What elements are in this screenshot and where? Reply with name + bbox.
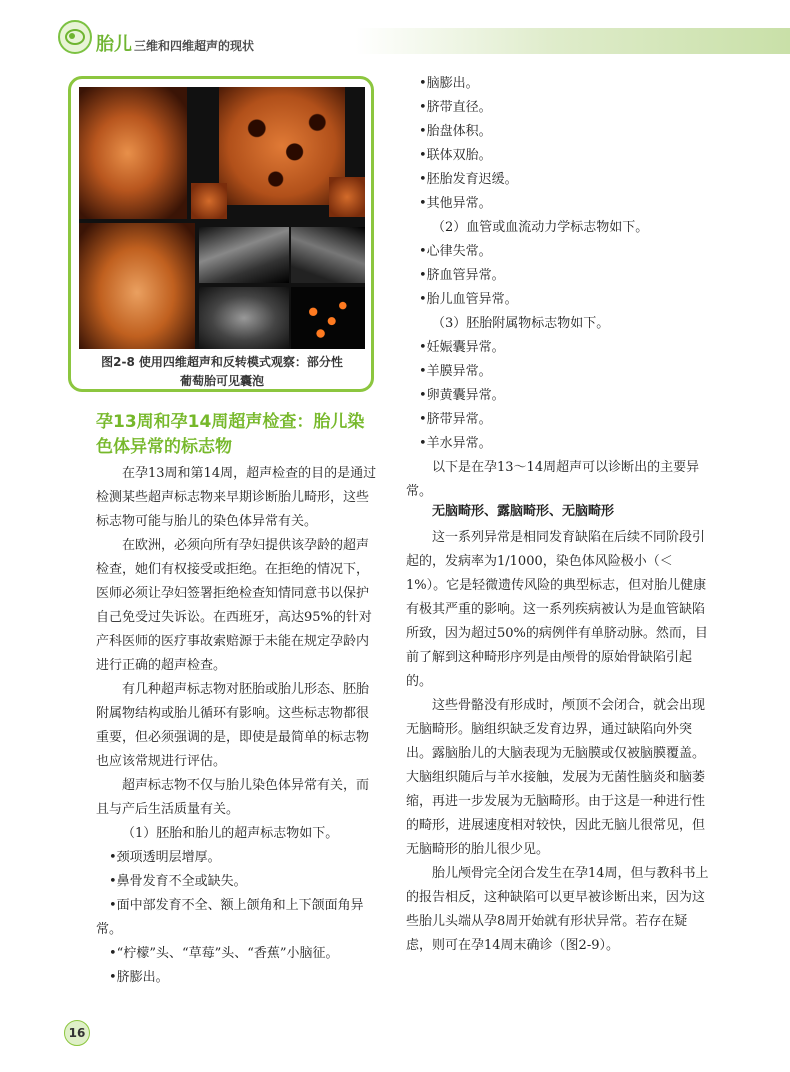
paragraph: 这些骨骼没有形成时，颅顶不会闭合，就会出现无脑畸形。脑组织缺乏发育边界，通过缺陷向外突出。露脑胎儿的大脑表现为无脑膜或仅被脑膜覆盖。大脑组织随后与羊水接触，发展为无菌性脑炎和脑萎缩，再进一步发展为无脑畸形。由于这是一种进行性的畸形，进展速度相对较快，因此无脑儿很常见，但无脑畸形的胎儿很少见。 xyxy=(406,698,706,857)
grayscale-ultrasound-panel-2 xyxy=(291,227,365,283)
bullet-item: •鼻骨发育不全或缺失。 xyxy=(109,874,247,889)
bullet-item: •脑膨出。 xyxy=(419,76,479,91)
fetus-logo-icon xyxy=(58,20,92,54)
paragraph: 以下是在孕13～14周超声可以诊断出的主要异常。 xyxy=(406,460,700,499)
running-header xyxy=(96,30,254,56)
paragraph: 超声标志物不仅与胎儿染色体异常有关，而且与产后生活质量有关。 xyxy=(96,778,370,817)
caption-line-1: 使用四维超声和反转模式观察：部分性 xyxy=(138,355,343,369)
bullet-item: •卵黄囊异常。 xyxy=(419,388,505,403)
fetus-3d-panel-bottom xyxy=(79,223,195,349)
grayscale-ultrasound-panel-1 xyxy=(199,227,289,283)
bullet-item: •羊水异常。 xyxy=(419,436,492,451)
bullet-item: •“柠檬”头、“草莓”头、“香蕉”小脑征。 xyxy=(109,946,339,961)
vesicle-panel-large xyxy=(219,87,345,205)
paragraph: 有几种超声标志物对胚胎或胎儿形态、胚胎附属物结构或胎儿循环有影响。这些标志物都很重要，但必须强调的是，即使是最简单的标志物也应该常规进行评估。 xyxy=(96,682,370,769)
vesicle-panel-small-right xyxy=(329,177,365,217)
paragraph: 这一系列异常是相同发育缺陷在后续不同阶段引起的，发病率为1/1000，染色体风险极小（＜1%）。它是轻微遗传风险的典型标志，但对胎儿健康有极其严重的影响。这一系列疾病被认为是血管缺陷所致，因为超过50%的病例伴有单脐动脉。然而，目前了解到这种畸形序列是由颅骨的原始骨缺陷引起的。 xyxy=(406,530,708,689)
figure-caption xyxy=(77,353,367,391)
grayscale-ultrasound-panel-3 xyxy=(199,287,289,349)
bullet-item: •胚胎发育迟缓。 xyxy=(419,172,518,187)
fetus-3d-panel-top xyxy=(79,87,187,219)
subsection-title: 无脑畸形、露脑畸形、无脑畸形 xyxy=(432,504,615,519)
bullet-item: •脐膨出。 xyxy=(109,970,169,985)
paragraph: 胎儿颅骨完全闭合发生在孕14周，但与教科书上的报告相反，这种缺陷可以更早被诊断出来，因为这些胎儿头端从孕8周开始就有形状异常。若存在疑虑，则可在孕14周末确诊（图2-9）。 xyxy=(406,866,709,953)
bullet-item: •胎儿血管异常。 xyxy=(419,292,518,307)
paragraph: （3）胚胎附属物标志物如下。 xyxy=(432,316,610,331)
ultrasound-composite-image xyxy=(79,87,365,349)
figure-label: 图2-8 xyxy=(101,355,135,369)
paragraph: （1）胚胎和胎儿的超声标志物如下。 xyxy=(122,826,339,841)
bullet-item: •心律失常。 xyxy=(419,244,492,259)
page-number: 16 xyxy=(64,1020,90,1046)
paragraph: （2）血管或血流动力学标志物如下。 xyxy=(432,220,649,235)
header-title: 胎儿 xyxy=(96,34,132,55)
bullet-item: •联体双胎。 xyxy=(419,148,492,163)
caption-line-2: 葡萄胎可见囊泡 xyxy=(179,374,264,388)
paragraph: 在欧洲，必须向所有孕妇提供该孕龄的超声检查，她们有权接受或拒绝。在拒绝的情况下，医师必须让孕妇签署拒绝检查知情同意书以保护自己免受过失诉讼。在西班牙，高达95%的针对产科医师的医疗事故索赔源于未能在规定孕龄内进行正确的超声检查。 xyxy=(96,538,372,673)
bullet-item: •妊娠囊异常。 xyxy=(419,340,505,355)
left-column xyxy=(96,462,378,990)
bullet-item: •胎盘体积。 xyxy=(419,124,492,139)
bullet-item: •脐血管异常。 xyxy=(419,268,505,283)
inverted-mode-panel xyxy=(291,287,365,349)
right-column-bottom xyxy=(406,526,712,958)
section-title: 孕13周和孕14周超声检查：胎儿染色体异常的标志物 xyxy=(96,412,365,457)
bullet-item: •脐带直径。 xyxy=(419,100,492,115)
bullet-item: •颈项透明层增厚。 xyxy=(109,850,221,865)
bullet-item: •脐带异常。 xyxy=(419,412,492,427)
figure-2-8 xyxy=(68,76,374,392)
vesicle-panel-small-left xyxy=(191,183,227,219)
bullet-item: •其他异常。 xyxy=(419,196,492,211)
header-subtitle: 三维和四维超声的现状 xyxy=(134,39,255,53)
bullet-item: •羊膜异常。 xyxy=(419,364,492,379)
paragraph: 在孕13周和第14周，超声检查的目的是通过检测某些超声标志物来早期诊断胎儿畸形，这些标志物可能与胎儿的染色体异常有关。 xyxy=(96,466,377,529)
right-column-top xyxy=(406,72,712,504)
bullet-item: •面中部发育不全、额上颌角和上下颌面角异常。 xyxy=(96,898,364,937)
